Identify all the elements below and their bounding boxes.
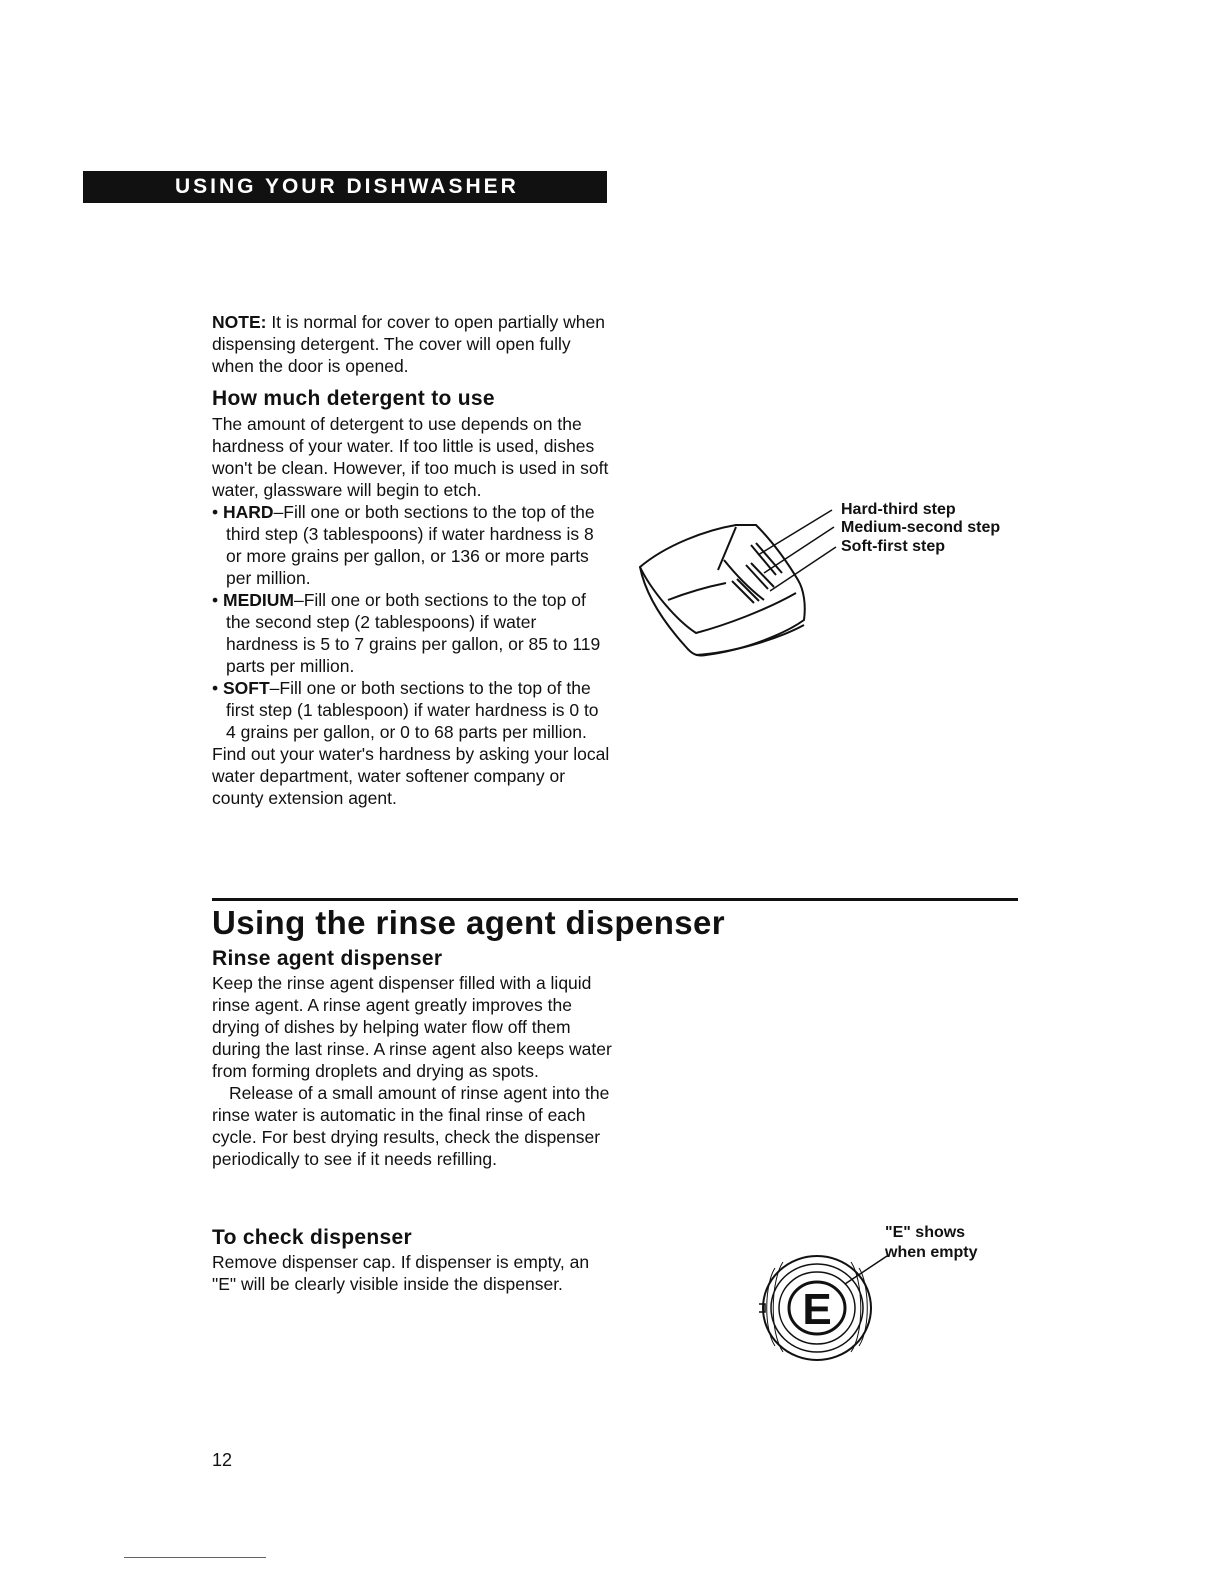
check-heading: To check dispenser bbox=[212, 1226, 412, 1249]
soft-label: SOFT bbox=[223, 678, 270, 698]
cup-inner-edge bbox=[668, 583, 726, 600]
medium-text: –Fill one or both sections to the top of the second step (2 tablespoons) if water hardness is 5 to 7 grains per gallon, or 85 to 119 parts per million. bbox=[226, 590, 601, 676]
callout-soft: Soft-first step bbox=[841, 538, 945, 555]
rinse-para-2: Release of a small amount of rinse agent into the rinse water is automatic in the final rinse of each cycle. For best drying results, check the dispenser periodically to see if it needs refilling. bbox=[212, 1083, 610, 1169]
note-label: NOTE: bbox=[212, 312, 267, 332]
leader-hard bbox=[758, 510, 832, 555]
callout-hard: Hard-third step bbox=[841, 501, 956, 518]
detergent-heading: How much detergent to use bbox=[212, 387, 495, 410]
page-number: 12 bbox=[212, 1450, 233, 1470]
detergent-intro: The amount of detergent to use depends on the hardness of your water. If too little is used, dishes won't be clean. However, if too much is used in soft water, glassware will begin to etch. bbox=[212, 414, 609, 500]
hardness-list bbox=[212, 501, 612, 743]
leader-medium bbox=[764, 527, 834, 573]
list-item-hard: • HARD–Fill one or both sections to the top of the third step (3 tablespoons) if water hardness is 8 or more grains per gallon, or 136 or more parts per million. bbox=[212, 502, 595, 588]
detergent-outro: Find out your water's hardness by asking your local water department, water softener company or county extension agent. bbox=[212, 744, 610, 808]
note-text: It is normal for cover to open partially when dispensing detergent. The cover will open fully when the door is opened. bbox=[212, 312, 605, 376]
soft-text: –Fill one or both sections to the top of the first step (1 tablespoon) if water hardness is 0 to 4 grains per gallon, or 0 to 68 parts per million. bbox=[226, 678, 599, 742]
callout-medium: Medium-second step bbox=[841, 519, 1001, 536]
rinse-section bbox=[212, 972, 612, 1170]
rinse-sub-heading: Rinse agent dispenser bbox=[212, 947, 443, 970]
callout-e-shows: "E" shows bbox=[885, 1224, 966, 1241]
list-item-medium: • MEDIUM–Fill one or both sections to the top of the second step (2 tablespoons) if water hardness is 5 to 7 grains per gallon, or 85 to 119 parts per million. bbox=[212, 590, 601, 676]
section-title: USING YOUR DISHWASHER bbox=[175, 175, 519, 198]
section-header-bar bbox=[83, 171, 607, 203]
leader-empty bbox=[845, 1256, 887, 1284]
hard-label: HARD bbox=[223, 502, 274, 522]
rinse-cap-illustration bbox=[755, 1248, 895, 1368]
detergent-section bbox=[212, 413, 612, 809]
medium-label: MEDIUM bbox=[223, 590, 294, 610]
cup-rim bbox=[640, 567, 796, 633]
step-third-marks bbox=[751, 543, 782, 575]
check-text: Remove dispenser cap. If dispenser is empty, an "E" will be clearly visible inside the dispenser. bbox=[212, 1252, 590, 1294]
detergent-cup-illustration bbox=[636, 505, 846, 675]
note-paragraph bbox=[212, 311, 612, 377]
bottom-divider bbox=[124, 1557, 266, 1558]
list-item-soft: • SOFT–Fill one or both sections to the top of the first step (1 tablespoon) if water hardness is 0 to 4 grains per gallon, or 0 to 68 parts per million. bbox=[212, 678, 599, 742]
hard-text: –Fill one or both sections to the top of the third step (3 tablespoons) if water hardness is 8 or more grains per gallon, or 136 or more parts per million. bbox=[226, 502, 595, 588]
rinse-para-1: Keep the rinse agent dispenser filled with a liquid rinse agent. A rinse agent greatly improves the drying of dishes by helping water flow off them during the last rinse. A rinse agent also keeps water from forming droplets and drying as spots. bbox=[212, 973, 612, 1081]
rinse-title: Using the rinse agent dispenser bbox=[212, 904, 726, 941]
empty-indicator-letter: E bbox=[802, 1285, 832, 1334]
callout-when-empty: when empty bbox=[885, 1244, 978, 1261]
